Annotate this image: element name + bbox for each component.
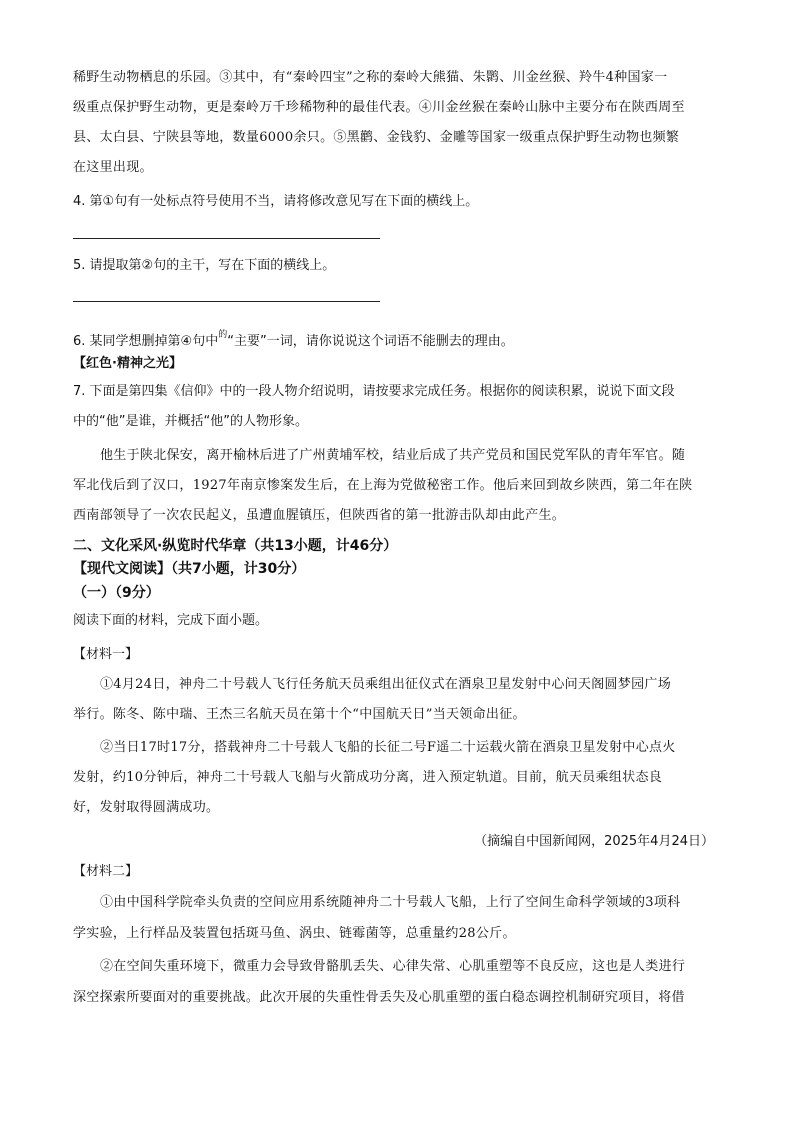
- part-2-title: 二、文化采风·纵览时代华章（共13小题，计46分）: [73, 538, 398, 554]
- para-line: 在这里出现。: [73, 160, 153, 175]
- subsection-1-title: （一）（9分）: [73, 585, 160, 601]
- material-2-line: 学实验，上行样品及装置包括斑马鱼、涡虫、链霉菌等，总重量约28公斤。: [73, 926, 516, 941]
- question-5: 5. 请提取第②句的主干，写在下面的横线上。: [73, 258, 336, 273]
- question-6-text: 6. 某同学想删掉第④句中: [73, 334, 219, 349]
- question-7-line: 7. 下面是第四集《信仰》中的一段人物介绍说明，请按要求完成任务。根据你的阅读积累，说说下面文段: [73, 384, 675, 399]
- para-line: 稀野生动物栖息的乐园。③其中，有“秦岭四宝”之称的秦岭大熊猫、朱鹮、川金丝猴、羚牛4种国家一: [73, 70, 668, 85]
- material-1-line: ①4月24日，神舟二十号载人飞行任务航天员乘组出征仪式在酒泉卫星发射中心问天阁圆梦园广场: [100, 677, 672, 692]
- question-6-rest: “主要”一词，请你说说这个词语不能删去的理由。: [227, 334, 514, 349]
- bio-line: 军北伐后到了汉口，1927年南京惨案发生后，在上海为党做秘密工作。他后来回到故乡陕西，第二年在陕: [73, 478, 693, 493]
- material-1-line: 好，发射取得圆满成功。: [73, 800, 220, 815]
- material-1-line: 举行。陈冬、陈中瑞、王杰三名航天员在第十个“中国航天日”当天领命出征。: [73, 707, 526, 722]
- material-2-line: ②在空间失重环境下，微重力会导致骨骼肌丢失、心律失常、心肌重塑等不良反应，这也是人类进行: [100, 959, 686, 974]
- bio-line: 他生于陕北保安，离开榆林后进了广州黄埔军校，结业后成了共产党员和国民党军队的青年军官。随: [100, 448, 686, 463]
- para-line: 级重点保护野生动物，更是秦岭万千珍稀物种的最佳代表。④川金丝猴在秦岭山脉中主要分布在陕西周至: [73, 100, 685, 115]
- answer-line-5[interactable]: [73, 301, 380, 302]
- bio-line: 西南部领导了一次农民起义，虽遭血腥镇压，但陕西省的第一批游击队却由此产生。: [73, 508, 566, 523]
- material-2-label: 【材料二】: [73, 864, 139, 879]
- material-1-line: ②当日17时17分，搭载神舟二十号载人飞船的长征二号F遥二十运载火箭在酒泉卫星发射中心点火: [100, 740, 676, 755]
- material-2-line: ①由中国科学院牵头负责的空间应用系统随神舟二十号载人飞船，上行了空间生命科学领域的3项科: [100, 895, 681, 910]
- material-1-line: 发射，约10分钟后，神舟二十号载人飞船与火箭成功分离，进入预定轨道。目前，航天员乘组状态良: [73, 770, 663, 785]
- instruction: 阅读下面的材料，完成下面小题。: [73, 613, 269, 628]
- question-4: 4. 第①句有一处标点符号使用不当，请将修改意见写在下面的横线上。: [73, 194, 479, 209]
- section-red-spirit: 【红色·精神之光】: [73, 356, 182, 371]
- material-1-source: （摘编自中国新闻网，2025年4月24日）: [474, 834, 714, 849]
- question-7-line: 中的“他”是谁，并概括“他”的人物形象。: [73, 414, 308, 429]
- material-1-label: 【材料一】: [73, 647, 139, 662]
- answer-line-4[interactable]: [73, 238, 380, 239]
- question-6: [73, 325, 723, 352]
- modern-reading-title: 【现代文阅读】（共7小题，计30分）: [73, 561, 306, 577]
- para-line: 县、太白县、宁陕县等地，数量6000余只。⑤黑鹳、金钱豹、金雕等国家一级重点保护野生动物也频繁: [73, 130, 680, 145]
- material-2-line: 深空探索所要面对的重要挑战。此次开展的失重性骨丢失及心肌重塑的蛋白稳态调控机制研究项目，将借: [73, 990, 685, 1005]
- question-6-sup: 的: [218, 330, 228, 340]
